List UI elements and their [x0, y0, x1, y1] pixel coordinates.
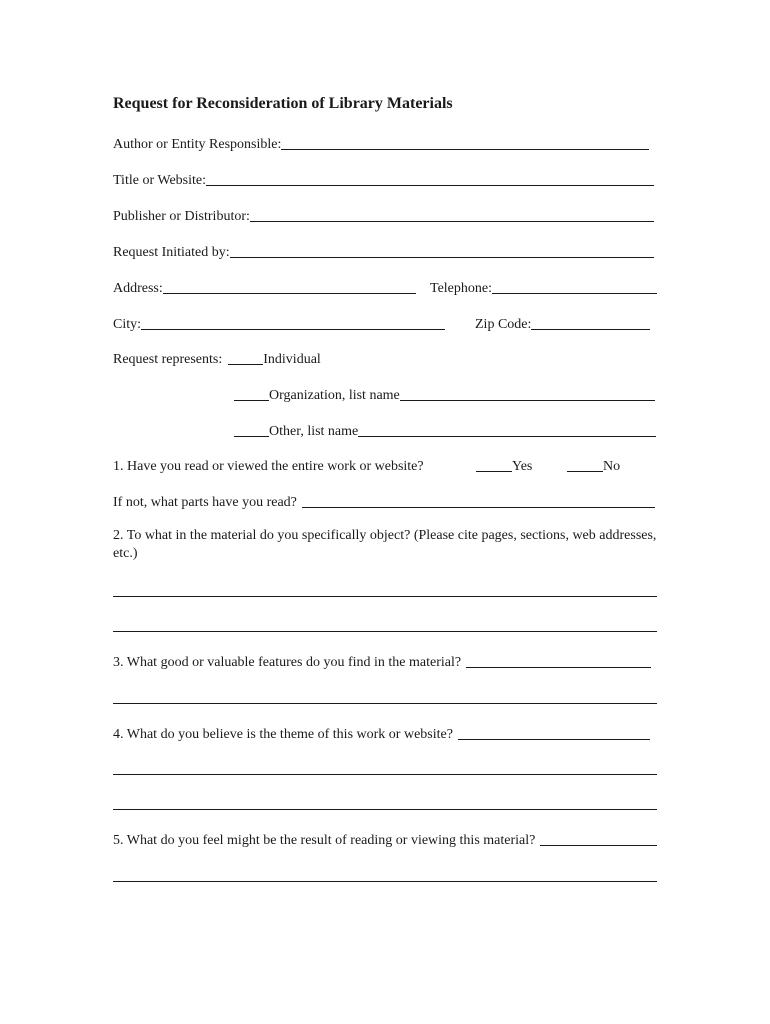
represents-label: Request represents:: [113, 352, 223, 367]
q1-no-option: [567, 457, 620, 475]
telephone-row: [430, 279, 657, 297]
q5-question: 5. What do you feel might be the result of reading or viewing this material?: [113, 833, 536, 848]
q2-question: 2. To what in the material do you specifically object? (Please cite pages, sections, web addresses, etc.): [113, 528, 657, 561]
organization-row: [234, 386, 655, 404]
publisher-field[interactable]: [250, 221, 654, 222]
other-row: [234, 422, 656, 440]
city-field[interactable]: [141, 329, 445, 330]
q3-question: 3. What good or valuable features do you find in the material?: [113, 655, 462, 670]
q2-answer-line-1[interactable]: [113, 596, 657, 597]
other-name-field[interactable]: [358, 436, 656, 437]
q4-question: 4. What do you believe is the theme of this work or website?: [113, 727, 453, 742]
q1-yes-label: Yes: [512, 459, 533, 474]
author-label: Author or Entity Responsible:: [113, 137, 282, 152]
q4-answer-line-1[interactable]: [113, 774, 657, 775]
q1-followup-label: If not, what parts have you read?: [113, 495, 297, 510]
q1-yes-line[interactable]: [476, 471, 512, 472]
q1-no-line[interactable]: [567, 471, 603, 472]
organization-checkbox-line[interactable]: [234, 400, 269, 401]
other-label: Other, list name: [269, 424, 359, 439]
q5-row: [113, 831, 657, 849]
other-checkbox-line[interactable]: [234, 436, 269, 437]
author-field[interactable]: [281, 149, 649, 150]
q1-followup-row: [113, 493, 655, 511]
q4-inline-field[interactable]: [458, 739, 650, 740]
form-title: Request for Reconsideration of Library Materials: [113, 95, 453, 112]
publisher-row: [113, 207, 654, 225]
q4-answer-line-2[interactable]: [113, 809, 657, 810]
request-initiated-field[interactable]: [230, 257, 654, 258]
organization-name-field[interactable]: [400, 400, 655, 401]
telephone-label: Telephone:: [430, 281, 492, 296]
author-row: [113, 135, 649, 153]
q3-row: [113, 653, 651, 671]
q5-inline-field[interactable]: [540, 845, 657, 846]
request-initiated-label: Request Initiated by:: [113, 245, 230, 260]
title-field[interactable]: [206, 185, 654, 186]
q1-followup-field[interactable]: [302, 507, 655, 508]
request-initiated-row: [113, 243, 654, 261]
individual-checkbox-line[interactable]: [228, 364, 263, 365]
address-label: Address:: [113, 281, 163, 296]
q1-row: [113, 457, 424, 475]
zip-label: Zip Code:: [475, 317, 532, 332]
q1-question: 1. Have you read or viewed the entire work or website?: [113, 459, 424, 474]
address-row: [113, 279, 416, 297]
organization-label: Organization, list name: [269, 388, 400, 403]
telephone-field[interactable]: [492, 293, 657, 294]
q1-yes-option: [476, 457, 532, 475]
title-row: [113, 171, 654, 189]
address-field[interactable]: [163, 293, 416, 294]
title-label: Title or Website:: [113, 173, 206, 188]
city-row: [113, 315, 445, 333]
q1-no-label: No: [603, 459, 621, 474]
q5-answer-line-1[interactable]: [113, 881, 657, 882]
represents-row: [113, 350, 321, 368]
q3-inline-field[interactable]: [466, 667, 651, 668]
city-label: City:: [113, 317, 142, 332]
individual-label: Individual: [263, 352, 321, 367]
q2-answer-line-2[interactable]: [113, 631, 657, 632]
q4-row: [113, 725, 650, 743]
zip-field[interactable]: [531, 329, 650, 330]
q3-answer-line-1[interactable]: [113, 703, 657, 704]
publisher-label: Publisher or Distributor:: [113, 209, 250, 224]
zip-row: [475, 315, 650, 333]
